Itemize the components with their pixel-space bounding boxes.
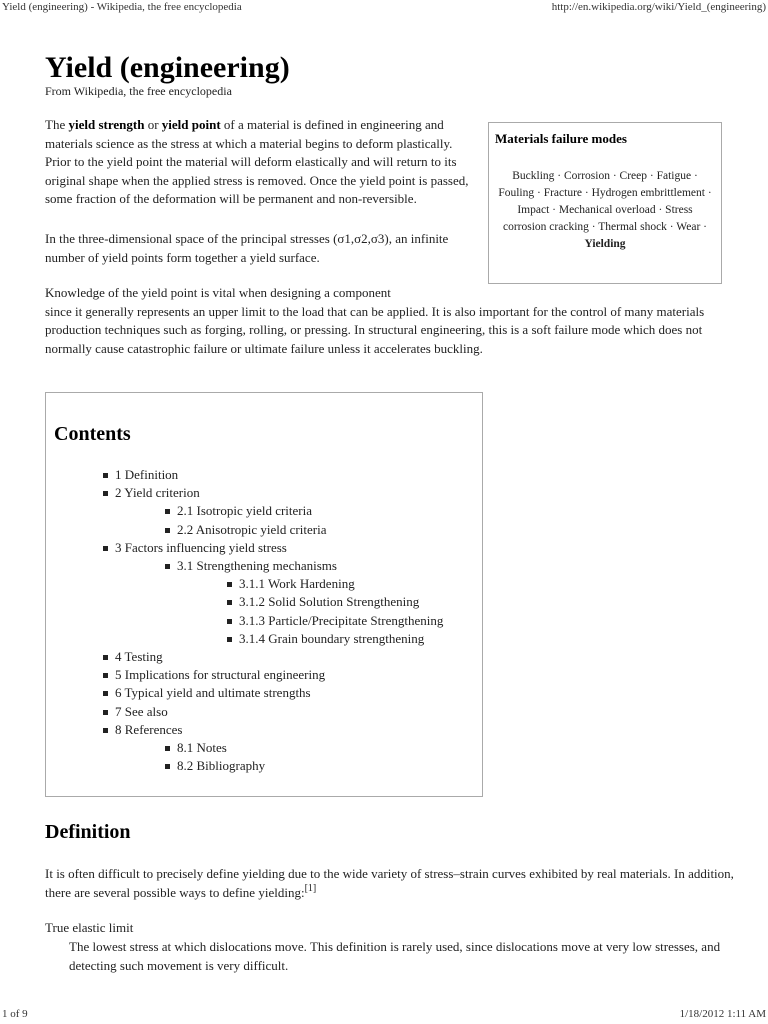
toc-item[interactable] (46, 521, 482, 539)
toc-item-label[interactable]: 1 Definition (115, 467, 179, 482)
bullet-icon (103, 691, 108, 696)
bullet-icon (227, 600, 232, 605)
intro-paragraph-3: Knowledge of the yield point is vital when designing a component since it generally represents an upper limit to the load that can be applied. It is also important for the control of many materials production techniques such as forging, rolling, or pressing. In structural engineering, this is a soft failure mode which does not normally cause catastrophic failure or ultimate failure unless it accelerates buckling. (45, 285, 705, 356)
bullet-icon (103, 491, 108, 496)
toc-item-label[interactable]: 3.1.2 Solid Solution Strengthening (239, 594, 420, 610)
bullet-icon (227, 582, 232, 587)
navbox-current-item: Yielding (584, 238, 626, 250)
term-yield-strength: yield strength (68, 117, 145, 132)
toc-title: Contents (54, 423, 131, 445)
definition-description: The lowest stress at which dislocations move. This definition is rarely used, since dislocations move at very low stresses, and detecting such movement is very difficult. (69, 939, 721, 973)
toc-item[interactable] (46, 612, 482, 630)
definition-term: True elastic limit (45, 920, 134, 935)
bullet-icon (103, 710, 108, 715)
toc-item-label[interactable]: 5 Implications for structural engineering (115, 667, 326, 683)
toc-item[interactable] (46, 630, 482, 648)
toc-item-label[interactable]: 8.1 Notes (177, 740, 227, 756)
intro-paragraph-2: In the three-dimensional space of the principal stresses (σ1,σ2,σ3), an infinite number of yield points form together a yield surface. (45, 231, 449, 265)
toc-item-label[interactable]: 3.1.4 Grain boundary strengthening (239, 630, 425, 646)
print-footer (0, 1006, 768, 1024)
bullet-icon (227, 619, 232, 624)
bullet-icon (103, 546, 108, 551)
print-datetime: 1/18/2012 1:11 AM (679, 1008, 766, 1020)
toc-item[interactable] (46, 757, 482, 775)
toc-item[interactable] (46, 484, 482, 502)
bullet-icon (165, 746, 170, 751)
table-of-contents (45, 392, 483, 797)
toc-list (46, 466, 482, 775)
toc-item-label[interactable]: 2.1 Isotropic yield criteria (177, 503, 313, 519)
toc-item[interactable] (46, 721, 482, 739)
page-number: 1 of 9 (2, 1008, 28, 1020)
toc-item-label[interactable]: 8.2 Bibliography (177, 758, 266, 774)
failure-modes-navbox (488, 122, 722, 284)
toc-item[interactable] (46, 466, 482, 484)
intro-paragraph-1: The yield strength or yield point of a material is defined in engineering and materials science as the stress at which a material begins to deform plastically. Prior to the yield point the material will deform elastically and will return to its original shape when the applied stress is removed. Once the yield point is passed, some fraction of the deformation will be permanent and non-reversible. (45, 117, 469, 206)
toc-item[interactable] (46, 648, 482, 666)
toc-item-label[interactable]: 3 Factors influencing yield stress (115, 539, 287, 555)
toc-item[interactable] (46, 557, 482, 575)
toc-item[interactable] (46, 739, 482, 757)
toc-item-label[interactable]: 3.1 Strengthening mechanisms (177, 558, 337, 574)
print-header-title: Yield (engineering) - Wikipedia, the free encyclopedia (2, 1, 242, 13)
toc-item[interactable] (46, 539, 482, 557)
toc-item[interactable] (46, 593, 482, 611)
navbox-title: Materials failure modes (495, 131, 627, 146)
bullet-icon (103, 655, 108, 660)
toc-item-label[interactable]: 8 References (115, 721, 183, 737)
toc-item-label[interactable]: 4 Testing (115, 649, 163, 665)
bullet-icon (165, 764, 170, 769)
term-yield-point: yield point (161, 117, 221, 132)
toc-item[interactable] (46, 684, 482, 702)
toc-item-label[interactable]: 2.2 Anisotropic yield criteria (177, 521, 327, 537)
bullet-icon (103, 473, 108, 478)
print-header-url[interactable]: http://en.wikipedia.org/wiki/Yield_(engineering) (551, 1, 766, 13)
toc-item-label[interactable]: 2 Yield criterion (115, 485, 200, 501)
definition-paragraph: It is often difficult to precisely define yielding due to the wide variety of stress–strain curves exhibited by real materials. In addition, there are several possible ways to define yielding:[1] (45, 866, 734, 900)
page-title: Yield (engineering) (45, 51, 290, 84)
print-header (0, 0, 768, 16)
bullet-icon (103, 728, 108, 733)
navbox-links[interactable]: Buckling · Corrosion · Creep · Fatigue · Fouling · Fracture · Hydrogen embrittlement · Impact · Mechanical overload · Stress corrosion cracking · Thermal shock · Wear · Yielding (498, 170, 712, 250)
toc-item-label[interactable]: 7 See also (115, 703, 168, 719)
bullet-icon (165, 509, 170, 514)
toc-item[interactable] (46, 703, 482, 721)
site-tagline: From Wikipedia, the free encyclopedia (45, 84, 232, 98)
toc-item[interactable] (46, 666, 482, 684)
bullet-icon (103, 673, 108, 678)
section-heading-definition: Definition (45, 821, 131, 843)
bullet-icon (227, 637, 232, 642)
toc-item-label[interactable]: 3.1.1 Work Hardening (239, 576, 355, 592)
bullet-icon (165, 564, 170, 569)
citation-link[interactable]: [1] (304, 882, 317, 894)
toc-item[interactable] (46, 502, 482, 520)
bullet-icon (165, 528, 170, 533)
toc-item-label[interactable]: 3.1.3 Particle/Precipitate Strengthening (239, 612, 444, 628)
toc-item-label[interactable]: 6 Typical yield and ultimate strengths (115, 685, 311, 701)
toc-item[interactable] (46, 575, 482, 593)
